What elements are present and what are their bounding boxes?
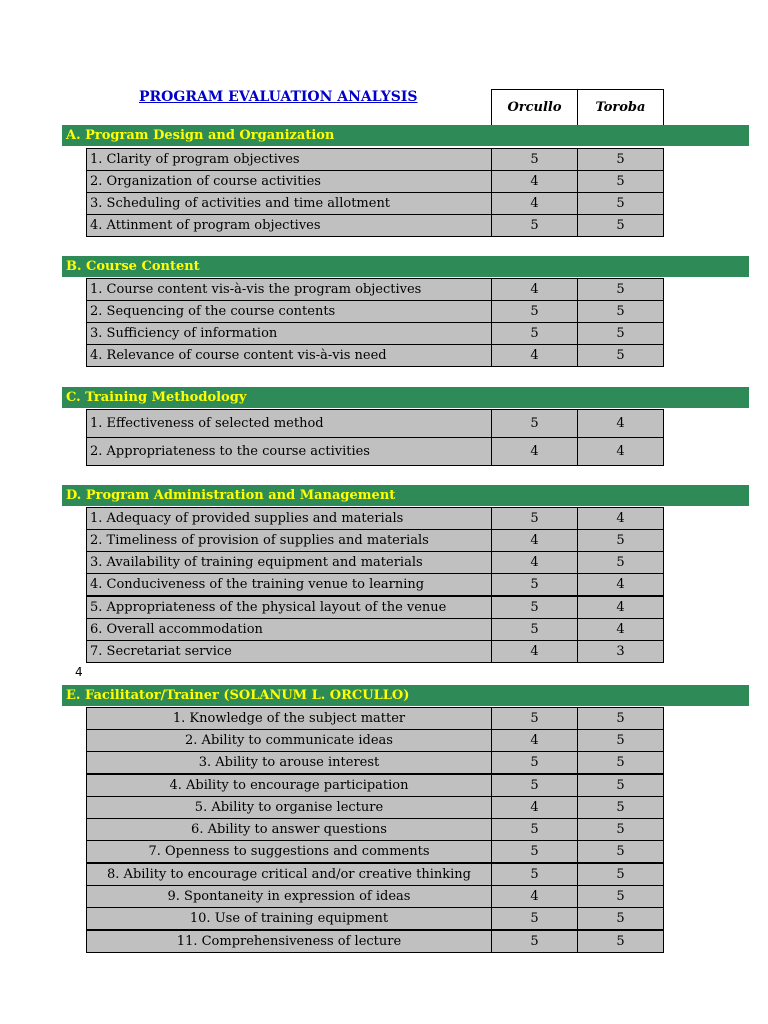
table-row (86, 640, 664, 663)
orcullo-score: 5 (492, 908, 578, 929)
toroba-score: 5 (616, 348, 625, 363)
criterion-label: 1. Effectiveness of selected method (87, 410, 492, 437)
toroba-score: 5 (616, 934, 625, 949)
criterion-label: 5. Ability to organise lecture (87, 797, 492, 818)
orcullo-score: 5 (492, 775, 578, 796)
toroba-score: 5 (616, 711, 625, 726)
toroba-score: 3 (616, 644, 625, 659)
table-row (86, 729, 664, 752)
orcullo-score: 5 (492, 215, 578, 236)
criterion-label: 3. Ability to arouse interest (87, 752, 492, 773)
page-title: PROGRAM EVALUATION ANALYSIS (139, 89, 418, 105)
orcullo-score: 5 (492, 931, 578, 952)
orcullo-score: 4 (492, 279, 578, 300)
toroba-score: 4 (616, 600, 625, 615)
table-row (86, 437, 664, 466)
criterion-label: 6. Overall accommodation (87, 619, 492, 640)
table-row (86, 618, 664, 641)
criterion-label: 10. Use of training equipment (87, 908, 492, 929)
table-row (86, 278, 664, 301)
orcullo-score: 4 (492, 641, 578, 662)
toroba-score: 5 (616, 196, 625, 211)
table-row (86, 551, 664, 574)
toroba-score: 5 (616, 152, 625, 167)
table-row (86, 751, 664, 774)
toroba-score: 5 (616, 304, 625, 319)
orcullo-score: 4 (492, 345, 578, 366)
table-row (86, 885, 664, 908)
toroba-score: 4 (616, 511, 625, 526)
criterion-label: 3. Scheduling of activities and time allotment (87, 193, 492, 214)
toroba-score: 5 (616, 282, 625, 297)
table-row (86, 192, 664, 215)
table-row (86, 322, 664, 345)
toroba-score: 5 (616, 844, 625, 859)
orcullo-score: 4 (492, 171, 578, 192)
criterion-label: 1. Knowledge of the subject matter (87, 708, 492, 729)
table-row (86, 707, 664, 730)
table-row (86, 840, 664, 863)
toroba-score: 5 (616, 822, 625, 837)
table-row (86, 300, 664, 323)
table-row (86, 573, 664, 596)
orcullo-score: 5 (492, 301, 578, 322)
table-row (86, 774, 664, 797)
column-header-toroba: Toroba (577, 89, 664, 126)
table-row (86, 907, 664, 930)
criterion-label: 4. Attinment of program objectives (87, 215, 492, 236)
criterion-label: 4. Relevance of course content vis-à-vis need (87, 345, 492, 366)
criterion-label: 9. Spontaneity in expression of ideas (87, 886, 492, 907)
orcullo-score: 4 (492, 438, 578, 465)
orcullo-score: 4 (492, 193, 578, 214)
orcullo-score: 4 (492, 797, 578, 818)
orcullo-score: 5 (492, 574, 578, 595)
criterion-label: 6. Ability to answer questions (87, 819, 492, 840)
criterion-label: 4. Conduciveness of the training venue to learning (87, 574, 492, 595)
criterion-label: 2. Timeliness of provision of supplies and materials (87, 530, 492, 551)
toroba-score: 5 (616, 555, 625, 570)
criterion-label: 2. Appropriateness to the course activities (87, 438, 492, 465)
criterion-label: 2. Organization of course activities (87, 171, 492, 192)
table-row (86, 596, 664, 619)
section-heading: E. Facilitator/Trainer (SOLANUM L. ORCULLO) (62, 685, 749, 706)
section-heading: A. Program Design and Organization (62, 125, 749, 146)
table-row (86, 214, 664, 237)
table-row (86, 930, 664, 953)
table-row (86, 148, 664, 171)
toroba-score: 4 (616, 622, 625, 637)
criterion-label: 5. Appropriateness of the physical layout of the venue (87, 597, 492, 618)
toroba-score: 5 (616, 755, 625, 770)
table-row (86, 344, 664, 367)
criterion-label: 7. Secretariat service (87, 641, 492, 662)
orcullo-score: 5 (492, 323, 578, 344)
orcullo-score: 5 (492, 864, 578, 885)
toroba-score: 5 (616, 889, 625, 904)
section-heading: C. Training Methodology (62, 387, 749, 408)
criterion-label: 1. Adequacy of provided supplies and materials (87, 508, 492, 529)
criterion-label: 3. Availability of training equipment and materials (87, 552, 492, 573)
toroba-score: 5 (616, 733, 625, 748)
orcullo-score: 5 (492, 841, 578, 862)
criterion-label: 1. Course content vis-à-vis the program objectives (87, 279, 492, 300)
table-row (86, 863, 664, 886)
orcullo-score: 5 (492, 410, 578, 437)
criterion-label: 7. Openness to suggestions and comments (87, 841, 492, 862)
criterion-label: 3. Sufficiency of information (87, 323, 492, 344)
table-row (86, 818, 664, 841)
table-row (86, 170, 664, 193)
table-row (86, 507, 664, 530)
criterion-label: 2. Ability to communicate ideas (87, 730, 492, 751)
orcullo-score: 5 (492, 597, 578, 618)
toroba-score: 5 (616, 174, 625, 189)
table-row (86, 409, 664, 438)
orcullo-score: 5 (492, 708, 578, 729)
orcullo-score: 5 (492, 752, 578, 773)
criterion-label: 4. Ability to encourage participation (87, 775, 492, 796)
toroba-score: 5 (616, 800, 625, 815)
criterion-label: 11. Comprehensiveness of lecture (87, 931, 492, 952)
orcullo-score: 5 (492, 819, 578, 840)
column-header-orcullo: Orcullo (491, 89, 578, 126)
criterion-label: 2. Sequencing of the course contents (87, 301, 492, 322)
toroba-score: 4 (616, 577, 625, 592)
orcullo-score: 4 (492, 730, 578, 751)
orcullo-score: 5 (492, 619, 578, 640)
table-row (86, 529, 664, 552)
orcullo-score: 4 (492, 886, 578, 907)
orcullo-score: 4 (492, 552, 578, 573)
toroba-score: 5 (616, 778, 625, 793)
stray-cell-value: 4 (75, 665, 83, 679)
toroba-score: 5 (616, 326, 625, 341)
toroba-score: 4 (616, 444, 625, 459)
orcullo-score: 5 (492, 149, 578, 170)
table-row (86, 796, 664, 819)
section-heading: B. Course Content (62, 256, 749, 277)
orcullo-score: 5 (492, 508, 578, 529)
orcullo-score: 4 (492, 530, 578, 551)
criterion-label: 8. Ability to encourage critical and/or creative thinking (87, 864, 492, 885)
criterion-label: 1. Clarity of program objectives (87, 149, 492, 170)
toroba-score: 5 (616, 911, 625, 926)
toroba-score: 5 (616, 533, 625, 548)
toroba-score: 5 (616, 218, 625, 233)
toroba-score: 4 (616, 416, 625, 431)
toroba-score: 5 (616, 867, 625, 882)
section-heading: D. Program Administration and Management (62, 485, 749, 506)
